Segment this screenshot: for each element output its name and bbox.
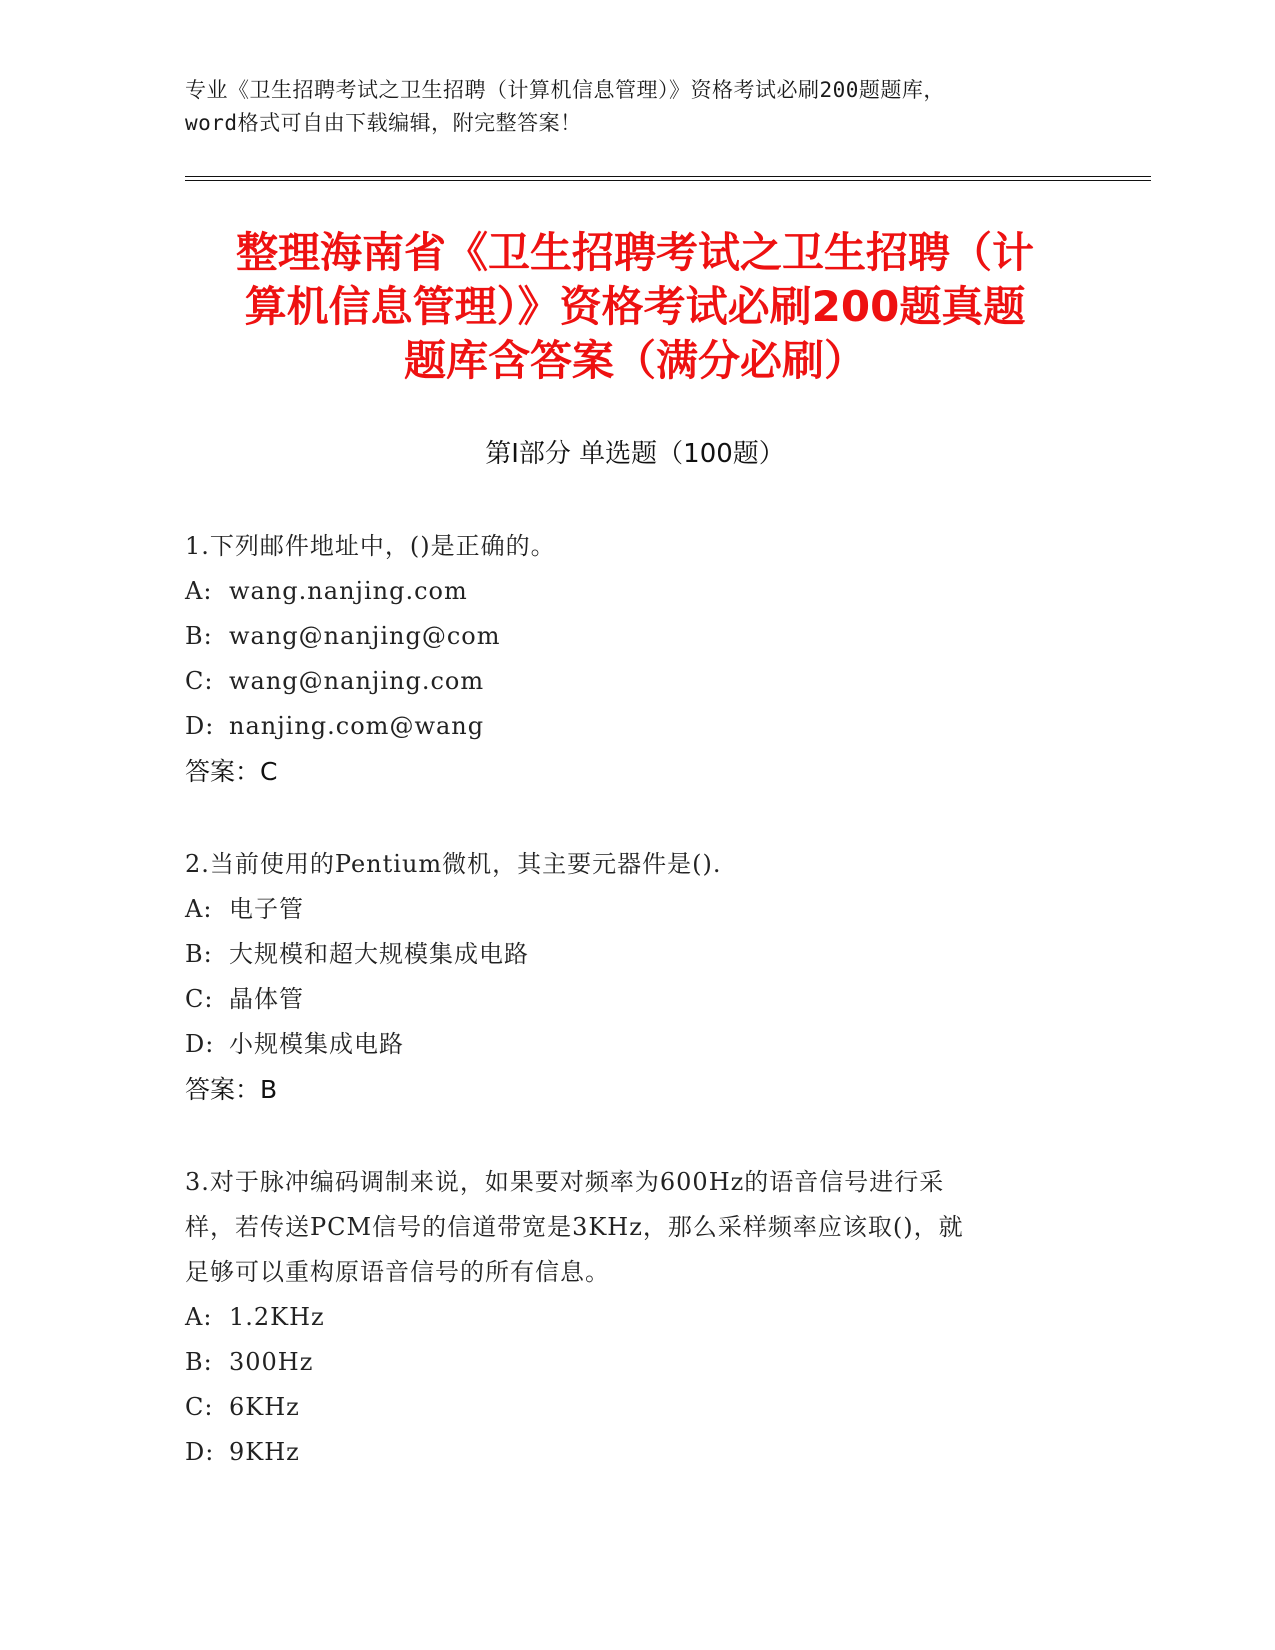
- answer-line: 答案：B: [185, 1075, 278, 1104]
- question-stem: 1.下列邮件地址中，()是正确的。: [185, 532, 556, 560]
- option-key: B:: [185, 622, 213, 650]
- option-text: 6KHz: [229, 1393, 300, 1421]
- option-b: [185, 932, 1065, 977]
- option-a: [185, 1295, 1065, 1340]
- option-c: [185, 1385, 1065, 1430]
- option-key: D:: [185, 1030, 215, 1058]
- option-a: [185, 569, 1065, 614]
- header-note: [185, 74, 1085, 140]
- option-d: [185, 704, 1065, 749]
- header-note-line: word格式可自由下载编辑，附完整答案！: [185, 111, 582, 135]
- option-key: C:: [185, 1393, 214, 1421]
- question-1: [185, 524, 1065, 794]
- option-text: wang@nanjing.com: [229, 667, 485, 695]
- option-key: B:: [185, 940, 213, 968]
- question-3: [185, 1160, 1065, 1475]
- option-d: [185, 1022, 1065, 1067]
- option-text: 晶体管: [229, 985, 304, 1013]
- option-key: C:: [185, 667, 214, 695]
- option-text: 小规模集成电路: [229, 1030, 404, 1058]
- document-title: [185, 226, 1085, 388]
- question-stem: 2.当前使用的Pentium微机，其主要元器件是().: [185, 850, 722, 878]
- option-text: 1.2KHz: [229, 1303, 325, 1331]
- option-key: B:: [185, 1348, 213, 1376]
- option-c: [185, 977, 1065, 1022]
- option-text: 9KHz: [229, 1438, 300, 1466]
- question-stem-line: 足够可以重构原语音信号的所有信息。: [185, 1258, 610, 1286]
- document-title-line: 整理海南省《卫生招聘考试之卫生招聘（计: [235, 228, 1034, 277]
- option-key: C:: [185, 985, 214, 1013]
- header-divider: [185, 176, 1151, 177]
- option-text: wang.nanjing.com: [229, 577, 468, 605]
- answer-line: 答案：C: [185, 757, 278, 786]
- question-stem-line: 样，若传送PCM信号的信道带宽是3KHz，那么采样频率应该取()，就: [185, 1213, 964, 1241]
- option-key: A:: [185, 577, 213, 605]
- option-key: D:: [185, 712, 215, 740]
- option-key: A:: [185, 895, 213, 923]
- option-text: 电子管: [229, 895, 304, 923]
- document-title-line: 算机信息管理）》资格考试必刷200题真题: [244, 282, 1026, 331]
- option-text: 大规模和超大规模集成电路: [229, 940, 529, 968]
- option-a: [185, 887, 1065, 932]
- option-text: nanjing.com@wang: [229, 712, 485, 740]
- option-c: [185, 659, 1065, 704]
- option-key: A:: [185, 1303, 213, 1331]
- option-d: [185, 1430, 1065, 1475]
- question-stem-line: 3.对于脉冲编码调制来说，如果要对频率为600Hz的语音信号进行采: [185, 1168, 945, 1196]
- option-text: 300Hz: [229, 1348, 314, 1376]
- option-text: wang@nanjing@com: [229, 622, 501, 650]
- header-divider: [185, 180, 1151, 181]
- section-title: 第Ⅰ部分 单选题（100题）: [485, 439, 785, 469]
- option-b: [185, 614, 1065, 659]
- option-b: [185, 1340, 1065, 1385]
- option-key: D:: [185, 1438, 215, 1466]
- header-note-line: 专业《卫生招聘考试之卫生招聘（计算机信息管理）》资格考试必刷200题题库，: [185, 78, 945, 102]
- document-title-line: 题库含答案（满分必刷）: [403, 336, 866, 385]
- question-2: [185, 842, 1065, 1112]
